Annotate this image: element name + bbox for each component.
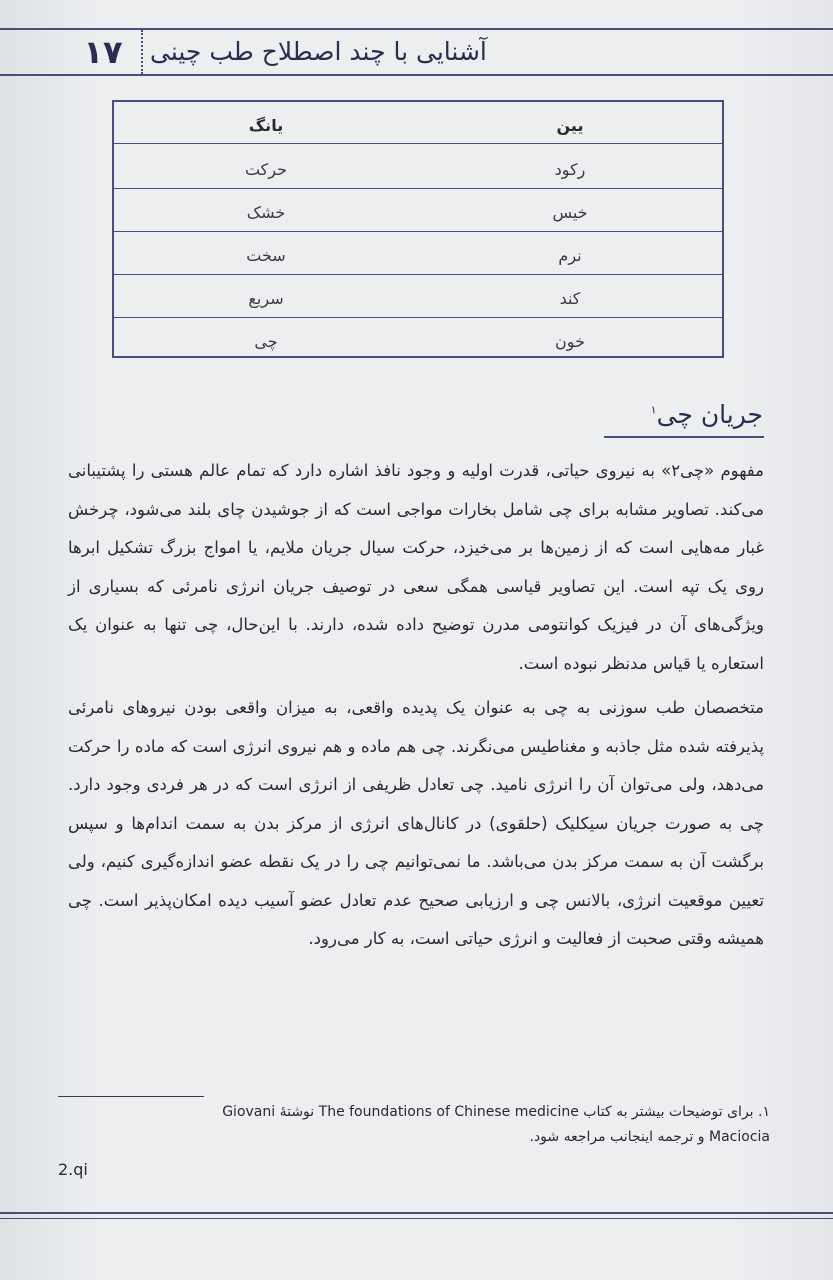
- table-row: [114, 289, 722, 308]
- section-title-text: جریان چی: [656, 400, 763, 429]
- table-header-row: [114, 116, 722, 135]
- table-cell-yin: نرم: [558, 246, 582, 265]
- footnote: [58, 1100, 770, 1150]
- footnote-marker: 2.qi: [58, 1160, 88, 1179]
- table-cell-yin: خیس: [552, 203, 588, 222]
- table-cell-yin: خون: [555, 332, 585, 351]
- table-cell-yang: حرکت: [244, 160, 288, 179]
- footnote-line: ۱. برای توضیحات بیشتر به کتاب The foundations of Chinese medicine نوشتهٔ Giovani: [222, 1104, 770, 1120]
- table-cell-yang: سخت: [246, 246, 286, 265]
- footer-rule: [0, 1218, 833, 1219]
- yin-yang-table: [112, 100, 724, 358]
- running-header-title: آشنایی با چند اصطلاح طب چینی: [150, 37, 487, 66]
- table-cell-yang: سریع: [248, 289, 284, 308]
- table-row: [114, 160, 722, 179]
- table-header-yin: یین: [556, 116, 584, 135]
- table-divider: [114, 143, 722, 144]
- footnote-ref: ۱: [650, 403, 657, 417]
- table-divider: [114, 317, 722, 318]
- table-cell-yang: خشک: [246, 203, 286, 222]
- table-header-yang: یانگ: [248, 116, 284, 135]
- body-text: [68, 452, 764, 959]
- table-divider: [114, 188, 722, 189]
- table-row: [114, 203, 722, 222]
- page-number: ۱۷: [83, 33, 123, 71]
- table-row: [114, 332, 722, 351]
- table-divider: [114, 231, 722, 232]
- paragraph: مفهوم «چی۲» به نیروی حیاتی، قدرت اولیه و وجود نافذ اشاره دارد که تمام عالم هستی را پشتیبانی می‌کند. تصاویر مشابه برای چی شامل بخارات مواجی است که از جوشیدن چای بلند می‌شود، چرخش غبار مه‌هایی است که از زمین‌ها بر می‌خیزد، حرکت سیال جریان ملایم، یا امواج بزرگ تشکیل ابرها روی یک تپه است. این تصاویر قیاسی همگی سعی در توصیف جریان انرژی نامرئی که بسیاری از ویژگی‌های آن در فیزیک کوانتومی مدرن توضیح داده شده، دارند. با این‌حال، چی تنها به عنوان یک استعاره یا قیاس مدنظر نبوده است.: [68, 461, 764, 673]
- table-cell-yin: رکود: [554, 160, 586, 179]
- table-row: [114, 246, 722, 265]
- section-title-underline: [604, 436, 764, 438]
- header-bottom-rule: [0, 74, 833, 76]
- footnote-line: Maciocia و ترجمه اینجانب مراجعه شود.: [529, 1129, 770, 1145]
- table-cell-yang: چی: [254, 332, 278, 351]
- paragraph: متخصصان طب سوزنی به چی به عنوان یک پدیده واقعی، به میزان واقعی بودن نیروهای نامرئی پذیرفته شده مثل جاذبه و مغناطیس می‌نگرند. چی هم ماده و هم نیروی انرژی است که ماده را حرکت می‌دهد، ولی می‌توان آن را انرژی نامید. چی تعادل ظریفی از انرژی است که در هر فردی وجود دارد. چی به صورت جریان سیکلیک (حلقوی) در کانال‌های انرژی از مرکز بدن به سمت اندام‌ها و سپس برگشت آن به سمت مرکز بدن می‌باشد. ما نمی‌توانیم چی را در یک نقطه عضو اندازه‌گیری کنیم، ولی تعیین موقعیت انرژی، بالانس چی و ارزیابی صحیح عدم تعادل عضو آسیب دیده امکان‌پذیر است. چی همیشه وقتی صحبت از فعالیت و انرژی حیاتی است، به کار می‌رود.: [68, 698, 764, 948]
- footer-rule: [0, 1212, 833, 1214]
- header-divider: [141, 30, 143, 74]
- table-divider: [114, 274, 722, 275]
- table-cell-yin: کند: [559, 289, 581, 308]
- section-title: [651, 400, 763, 429]
- footnote-rule: [58, 1096, 204, 1097]
